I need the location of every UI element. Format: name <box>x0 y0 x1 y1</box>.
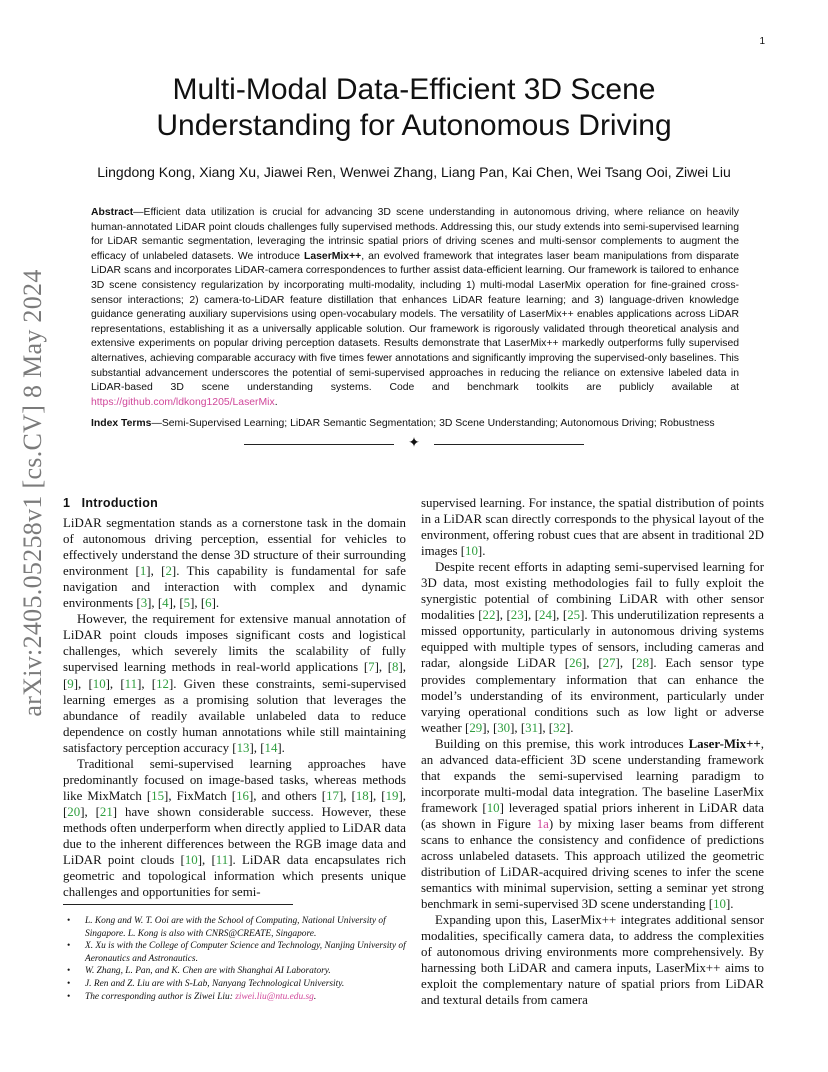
footnote-end: . <box>313 991 317 1002</box>
page-number: 1 <box>759 36 765 47</box>
arxiv-stamp-text: arXiv:2405.05258v1 [cs.CV] 8 May 2024 <box>18 269 47 717</box>
index-terms-text: —Semi-Supervised Learning; LiDAR Semantic Segmentation; 3D Scene Understanding; Autonomous Driving; Robustness <box>151 418 715 429</box>
paragraph: Building on this premise, this work introduces Laser-Mix++, an advanced data-efficient 3D scene understanding framework that expands the semi-supervised learning paradigm to incorporate multi-modal data integration. The baseline LaserMix framework [10] leveraged spatial priors inherent in LiDAR data (as shown in Figure 1a) by mixing laser beams from different scans to enhance the consistency and confidence of predictions across unlabeled datasets. This approach utilized the geometric distribution of LiDAR-acquired driving scenes to infer the scene semantics with minimal supervision, setting a seminar yet strong benchmark in semi-supervised 3D scene understanding [10]. <box>421 736 764 912</box>
right-column <box>421 495 764 1009</box>
section-title: Introduction <box>81 496 159 510</box>
footnote-text: The corresponding author is Ziwei Liu: <box>85 991 236 1002</box>
paper-title <box>70 72 758 144</box>
email-link[interactable]: ziwei.liu@ntu.edu.sg <box>235 991 314 1002</box>
footnote-corresponding <box>63 991 408 1004</box>
footnote-rule <box>63 904 293 905</box>
left-column <box>63 495 406 900</box>
author-list: Lingdong Kong, Xiang Xu, Jiawei Ren, Wenwei Zhang, Liang Pan, Kai Chen, Wei Tsang Ooi, Ziwei Liu <box>97 164 731 180</box>
paragraph: supervised learning. For instance, the spatial distribution of points in a LiDAR scan directly corresponds to the physical layout of the environment, offering robust cues that are absent in traditional 2D images [10]. <box>421 496 764 559</box>
paragraph: However, the requirement for extensive manual annotation of LiDAR point clouds imposes significant costs and logistical challenges, which severely limits the scalability of fully supervised learning methods in real-world applications [7], [8], [9], [10], [11], [12]. Given these constraints, semi-supervised learning emerges as a promising solution that leverages the abundance of readily available unlabeled data to reduce dependence on costly human annotations while still maintaining satisfactory perception accuracy [13], [14]. <box>63 612 407 755</box>
abstract <box>91 206 739 410</box>
paragraph: Traditional semi-supervised learning approaches have predominantly focused on image-based tasks, whereas methods like MixMatch [15], FixMatch [16], and others [17], [18], [19], [20], [21] have shown considerable success. However, these methods often underperform when directly applied to LiDAR data due to the inherent differences between the RGB image data and LiDAR point clouds [10], [11]. LiDAR data encapsulates rich geometric and topological information which presents unique challenges and opportunities for semi- <box>63 756 407 900</box>
abstract-text-3: . <box>274 396 278 408</box>
paragraph: Expanding upon this, LaserMix++ integrates additional sensor modalities, specifically camera data, to address the complexities of autonomous driving environments more comprehensively. By harnessing both LiDAR and camera inputs, LaserMix++ aims to exploit the complementary nature of spatial priors from LiDAR and textural details from camera <box>421 913 764 1008</box>
footnote: • X. Xu is with the College of Computer Science and Technology, Nanjing University of Aeronautics and Astronautics. <box>63 940 408 965</box>
section-heading <box>63 495 406 511</box>
paragraph: Despite recent efforts in adapting semi-supervised learning for 3D data, most existing methodologies fail to fully exploit the synergistic potential of combining LiDAR with other sensor modalities [22], [23], [24], [25]. This underutilization represents a missed opportunity, particularly in autonomous driving systems equipped with multiple types of sensors, including cameras and radar, alongside LiDAR [26], [27], [28]. Each sensor type provides complementary information that can enhance the model’s understanding of its environment, particularly under varying operational conditions such as low light or adverse weather [29], [30], [31], [32]. <box>421 560 765 735</box>
separator-line-left <box>244 444 394 445</box>
title-line-2: Understanding for Autonomous Driving <box>156 109 672 142</box>
abstract-label: Abstract <box>91 207 134 218</box>
arxiv-stamp <box>12 269 54 717</box>
abstract-bold-name: LaserMix++ <box>304 250 362 262</box>
abstract-text-2: , an evolved framework that integrates laser beam manipulations from disparate LiDAR scans and incorporates LiDAR-camera correspondences to further assist data-efficient learning. Our framework is tailored to enhance 3D scene consistency regularization by incorporating multi-modality, including 1) multi-modal LaserMix operation for fine-grained cross-sensor interactions; 2) camera-to-LiDAR feature distillation that enhances LiDAR feature learning; and 3) language-driven knowledge guidance generating auxiliary supervisions using open-vocabulary models. The versatility of LaserMix++ enables applications across LiDAR representations, establishing it as a universally applicable solution. Our framework is rigorously validated through theoretical analysis and extensive experiments on popular driving perception datasets. Results demonstrate that LaserMix++ markedly outperforms fully supervised alternatives, achieving comparable accuracy with five times fewer annotations and significantly improving the supervised-only baselines. This substantial advancement underscores the potential of semi-supervised approaches in reducing the reliance on extensive labeled data in LiDAR-based 3D scene understanding systems. Code and benchmark toolkits are publicly available at <box>91 250 739 394</box>
code-link[interactable]: https://github.com/ldkong1205/LaserMix <box>91 396 275 408</box>
paragraph: LiDAR segmentation stands as a cornerstone task in the domain of autonomous driving perception, essential for vehicles to effectively understand the dense 3D structure of their surrounding environment [1], [2]. This capability is fundamental for safe navigation and interaction with complex and dynamic environments [3], [4], [5], [6]. <box>63 516 407 611</box>
separator-diamond-icon: ✦ <box>408 436 420 451</box>
footnotes <box>63 915 408 1003</box>
footnote: • J. Ren and Z. Liu are with S-Lab, Nanyang Technological University. <box>63 978 408 991</box>
index-terms <box>91 418 739 429</box>
footnote: • L. Kong and W. T. Ooi are with the School of Computing, National University of Singapore. L. Kong is also with CNRS@CREATE, Singapore. <box>63 915 408 940</box>
footnote: • W. Zhang, L. Pan, and K. Chen are with Shanghai AI Laboratory. <box>63 965 408 978</box>
section-number: 1 <box>63 496 71 510</box>
index-terms-label: Index Terms <box>91 418 152 429</box>
abstract-text-1: —Efficient data utilization is crucial for advancing 3D scene understanding in autonomous driving, where reliance on heavily human-annotated LiDAR point clouds challenges fully supervised methods. Addressing this, our study extends into semi-supervised learning for LiDAR semantic segmentation, leveraging the intrinsic spatial priors of driving scenes and multi-sensor complements to augment the efficacy of unlabeled datasets. We introduce <box>91 207 739 262</box>
title-line-1: Multi-Modal Data-Efficient 3D Scene <box>172 73 656 106</box>
section-separator <box>244 437 584 451</box>
separator-line-right <box>434 444 584 445</box>
